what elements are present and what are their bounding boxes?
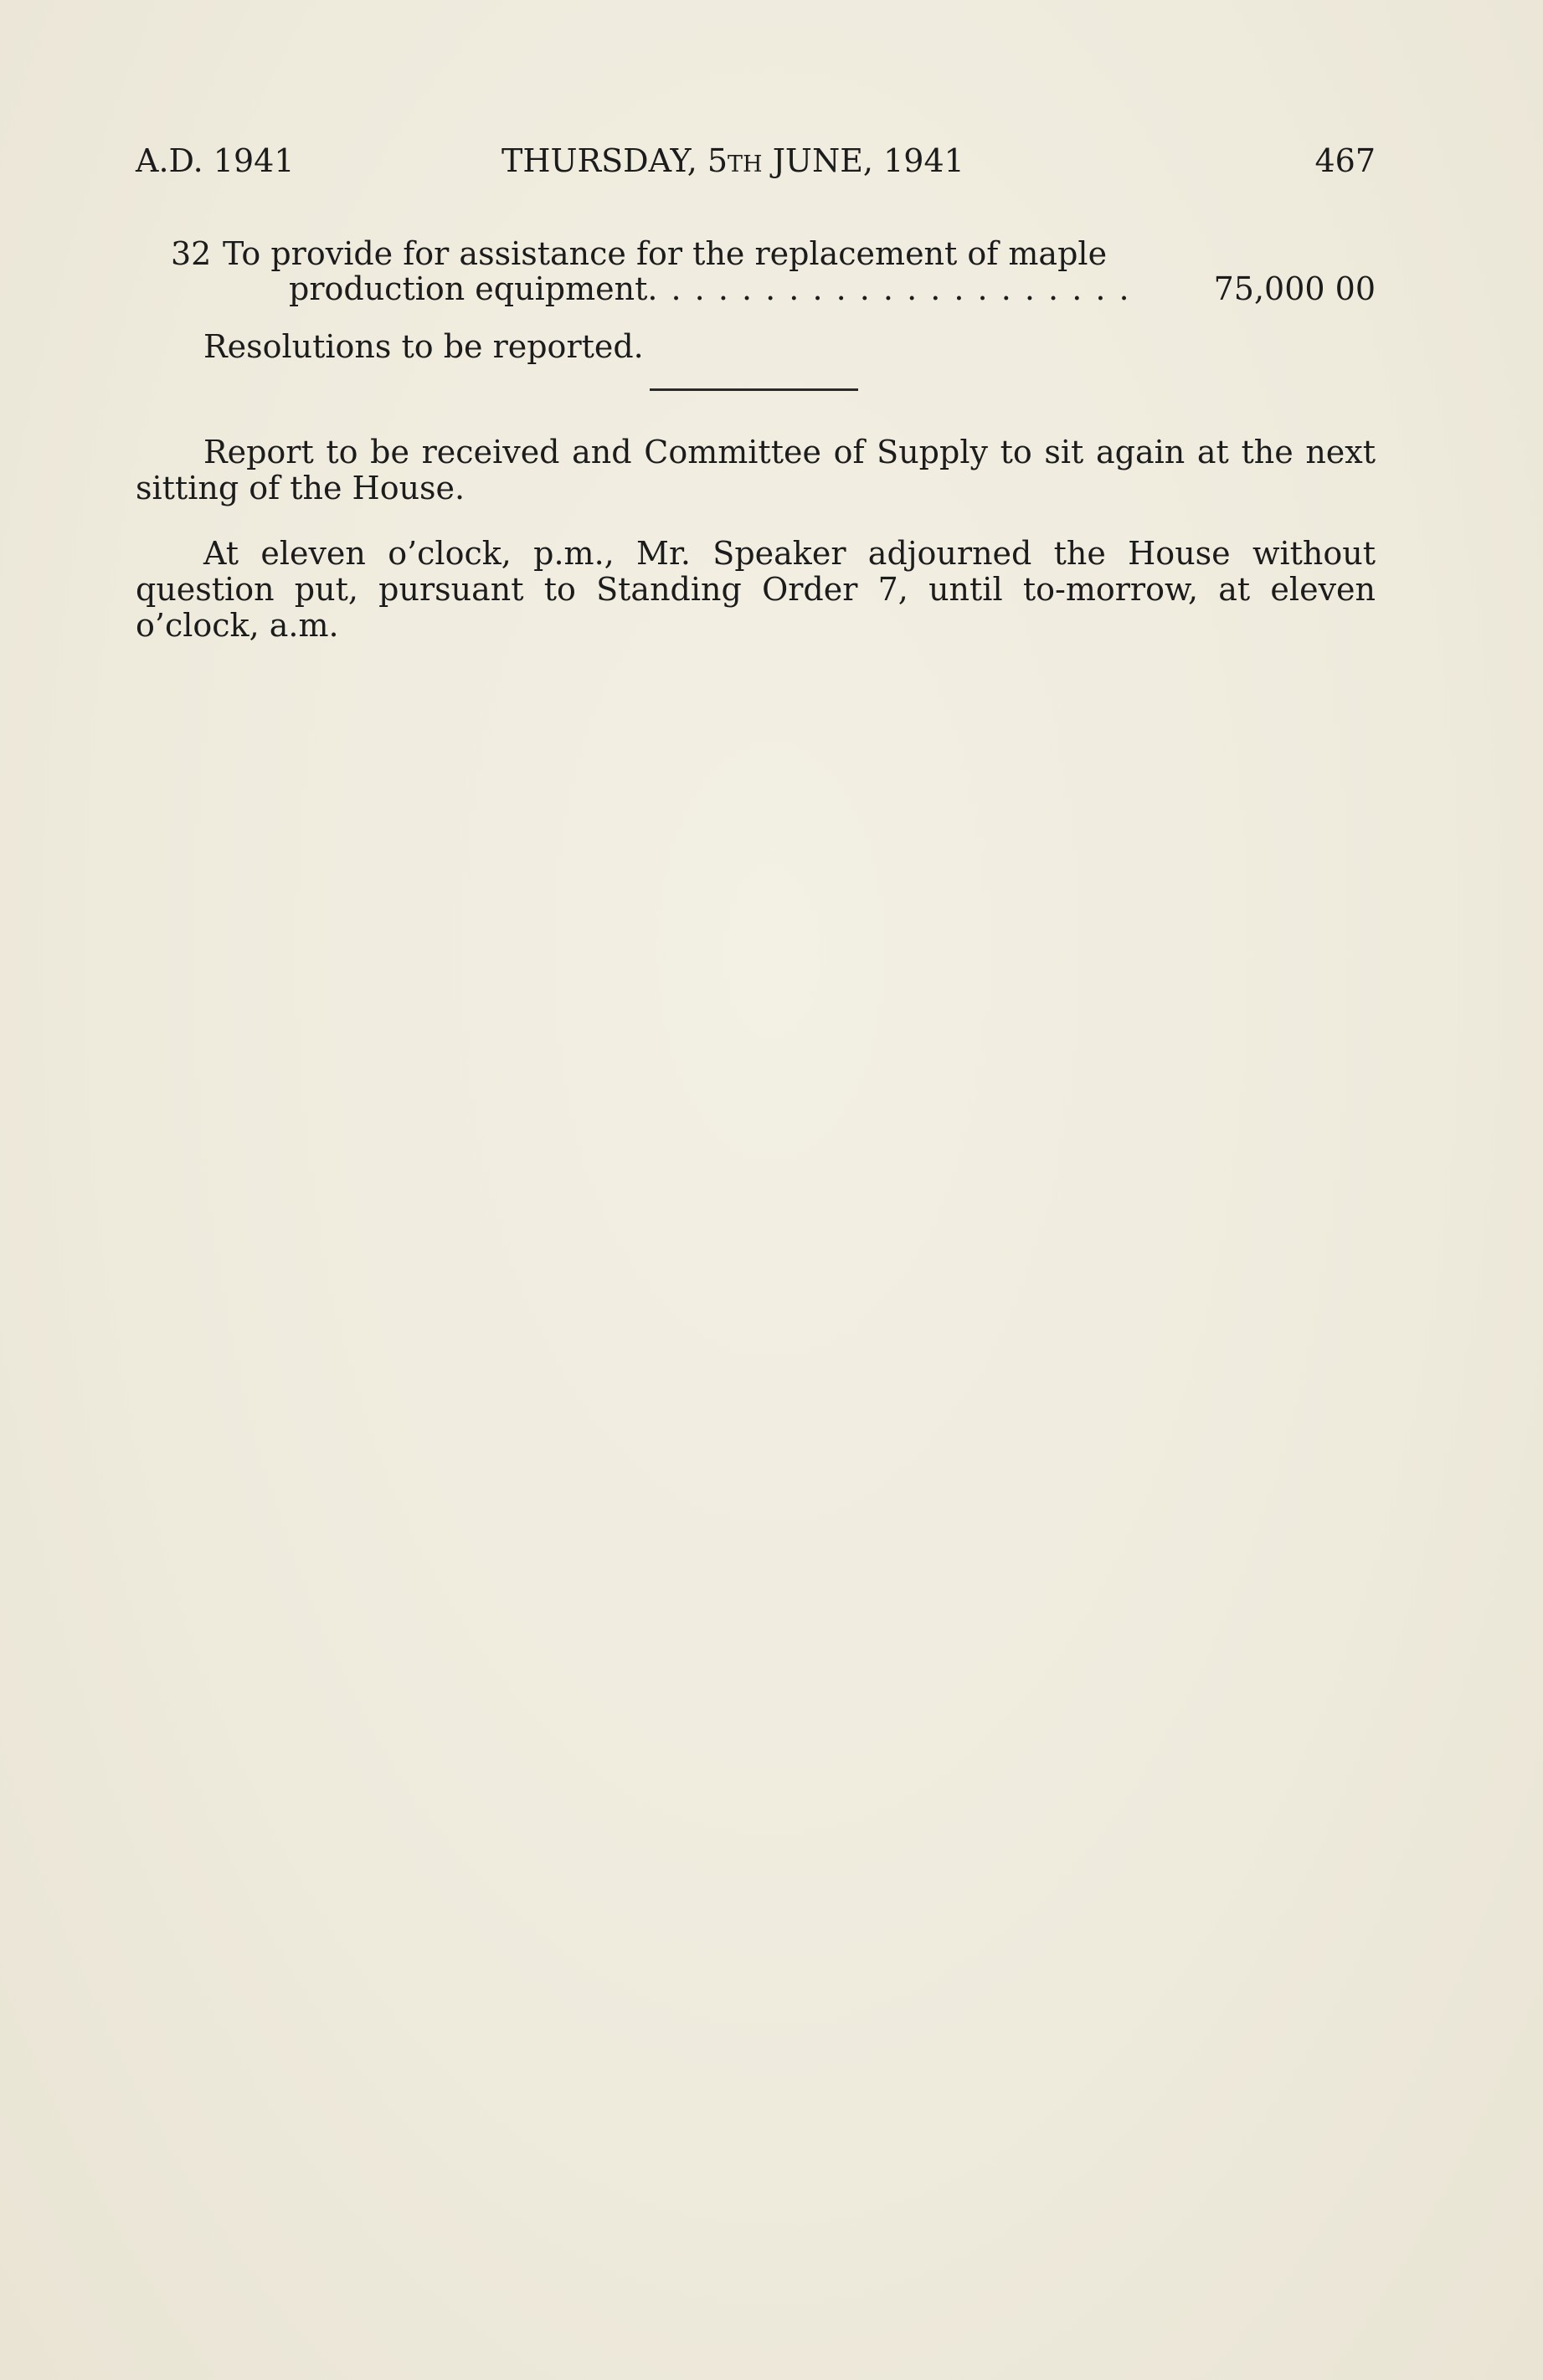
dot-leaders: . . . . . . . . . . . . . . . . . . . . . (647, 270, 1131, 307)
resolutions-note: Resolutions to be reported. (203, 328, 644, 365)
supply-item-amount: 75,000 00 (1213, 270, 1376, 307)
header-date-suffix: JUNE, 1941 (762, 142, 964, 179)
page-header (136, 142, 1376, 188)
header-date-ordinal: th (728, 142, 763, 179)
supply-item-text-continued: production equipment (289, 270, 648, 307)
header-date (501, 142, 964, 179)
supply-item (171, 236, 1376, 306)
page-number: 467 (1314, 142, 1376, 179)
supply-item-number: 32 (171, 235, 212, 272)
report-paragraph: Report to be received and Committee of Supply to sit again at the next sitting of the House. (136, 434, 1376, 506)
adjournment-paragraph: At eleven o’clock, p.m., Mr. Speaker adjourned the House without question put, pursuant to Standing Order 7, until to-morrow, at eleven o’clock, a.m. (136, 535, 1376, 644)
supply-item-line-2 (289, 271, 1376, 306)
supply-item-line-1 (171, 236, 1376, 271)
supply-item-text: To provide for assistance for the replacement of maple (223, 235, 1108, 272)
section-divider (650, 388, 858, 391)
header-date-prefix: THURSDAY, 5 (501, 142, 728, 179)
header-year: A.D. 1941 (136, 142, 295, 179)
